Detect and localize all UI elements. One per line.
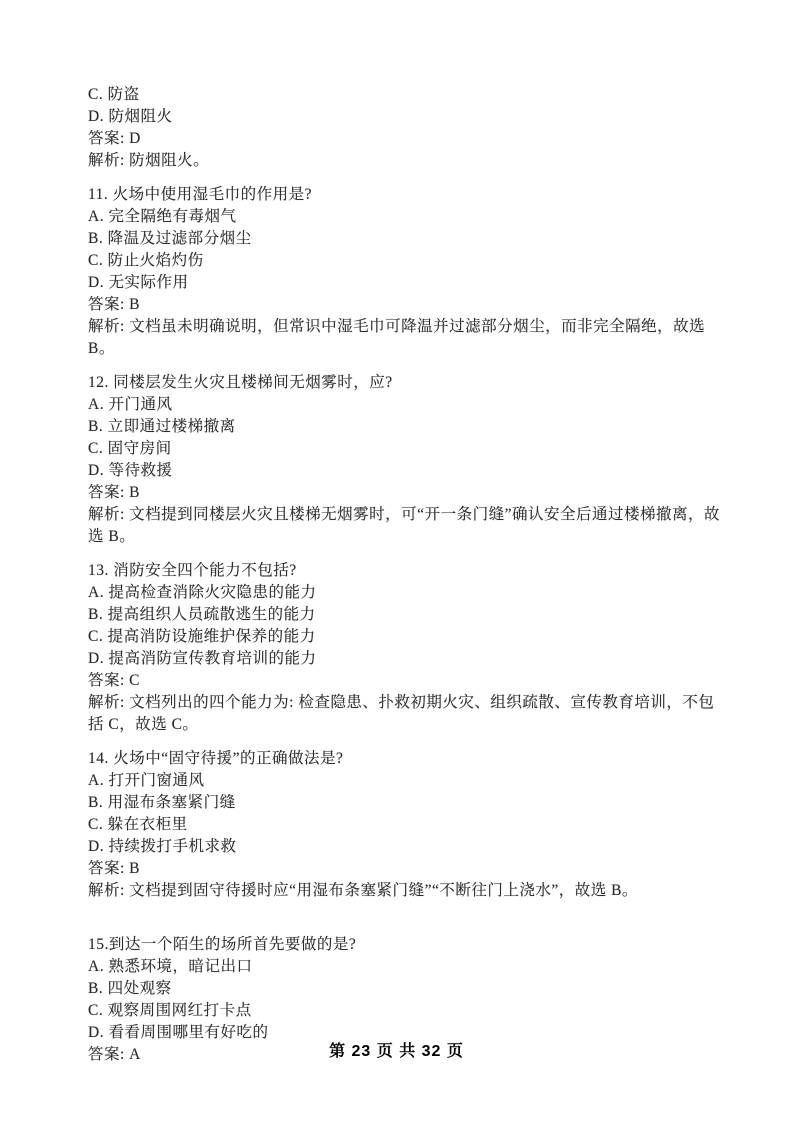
option-line: C. 防盗 <box>88 86 140 103</box>
option-line: B. 用湿布条塞紧门缝 <box>88 794 236 811</box>
option-line: D. 无实际作用 <box>88 274 189 291</box>
option-line: C. 躲在衣柜里 <box>88 816 188 833</box>
option-line: C. 固守房间 <box>88 440 172 457</box>
question-block-12 <box>88 372 720 548</box>
option-line: D. 持续拨打手机求救 <box>88 838 237 855</box>
question-title: 15.到达一个陌生的场所首先要做的是? <box>88 936 357 953</box>
option-line: C. 观察周围网红打卡点 <box>88 1002 252 1019</box>
option-line: C. 提高消防设施维护保养的能力 <box>88 628 316 645</box>
analysis-line: 解析: 文档提到同楼层火灾且楼梯无烟雾时，可“开一条门缝”确认安全后通过楼梯撤离，故选 B。 <box>88 506 720 545</box>
option-line: A. 完全隔绝有毒烟气 <box>88 208 237 225</box>
answer-line: 答案: B <box>88 860 141 877</box>
answer-line: 答案: B <box>88 296 141 313</box>
question-block-11 <box>88 184 720 360</box>
option-line: D. 等待救援 <box>88 462 173 479</box>
question-block-10-tail <box>88 84 720 172</box>
option-line: B. 立即通过楼梯撤离 <box>88 418 236 435</box>
document-content <box>88 84 720 1066</box>
option-line: D. 防烟阻火 <box>88 108 173 125</box>
question-title: 13. 消防安全四个能力不包括? <box>88 562 297 579</box>
question-title: 12. 同楼层发生火灾且楼梯间无烟雾时，应? <box>88 374 393 391</box>
answer-line: 答案: C <box>88 672 141 689</box>
option-line: D. 看看周围哪里有好吃的 <box>88 1024 269 1041</box>
analysis-line: 解析: 防烟阻火。 <box>88 152 210 169</box>
analysis-line: 解析: 文档虽未明确说明，但常识中湿毛巾可降温并过滤部分烟尘，而非完全隔绝，故选 B。 <box>88 318 710 357</box>
option-line: A. 熟悉环境，暗记出口 <box>88 958 253 975</box>
question-block-14 <box>88 748 720 902</box>
option-line: A. 提高检查消除火灾隐患的能力 <box>88 584 317 601</box>
question-block-13 <box>88 560 720 736</box>
option-line: B. 四处观察 <box>88 980 172 997</box>
answer-line: 答案: A <box>88 1046 141 1063</box>
option-line: A. 打开门窗通风 <box>88 772 205 789</box>
answer-line: 答案: D <box>88 130 141 147</box>
analysis-line: 解析: 文档提到固守待援时应“用湿布条塞紧门缝”“不断往门上浇水”，故选 B。 <box>88 882 638 899</box>
option-line: B. 提高组织人员疏散逃生的能力 <box>88 606 316 623</box>
answer-line: 答案: B <box>88 484 141 501</box>
option-line: A. 开门通风 <box>88 396 173 413</box>
page-footer: 第 23 页 共 32 页 <box>329 1043 464 1060</box>
option-line: B. 降温及过滤部分烟尘 <box>88 230 252 247</box>
option-line: D. 提高消防宣传教育培训的能力 <box>88 650 317 667</box>
question-title: 14. 火场中“固守待援”的正确做法是? <box>88 750 344 767</box>
option-line: C. 防止火焰灼伤 <box>88 252 204 269</box>
question-title: 11. 火场中使用湿毛巾的作用是? <box>88 186 313 203</box>
analysis-line: 解析: 文档列出的四个能力为: 检查隐患、扑救初期火灾、组织疏散、宣传教育培训，不包括 C，故选 C。 <box>88 694 715 733</box>
